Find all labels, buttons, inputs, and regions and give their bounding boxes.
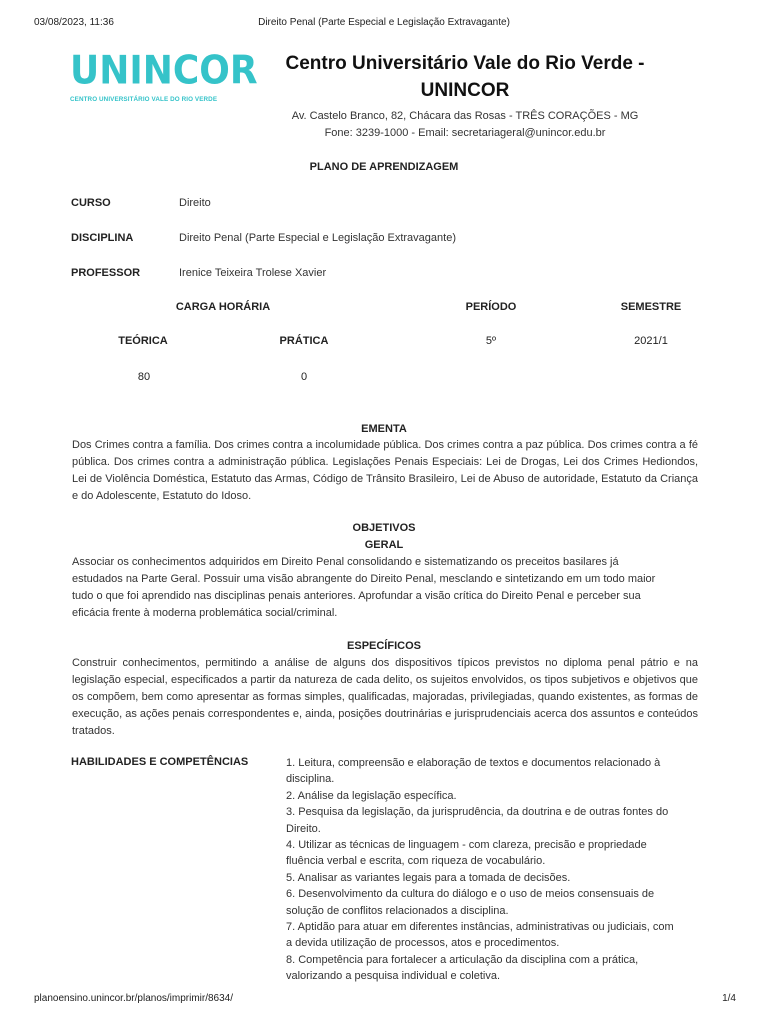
ementa-text: Dos Crimes contra a família. Dos crimes contra a incolumidade pública. Dos crimes contra a paz pública. Dos crimes contra a fé pública. Dos crimes contra a administração pública. Legislações Penais Especiais: Lei de Drogas, Lei dos Crimes Hediondos, Lei de Violência Doméstica, Estatuto das Armas, Código de Trânsito Brasileiro, Lei de Abuso de autoridade, Estatuto da Criança e do Adolescente, Estatuto do Idoso. <box>72 439 698 502</box>
pratica-label: PRÁTICA <box>279 335 329 347</box>
teorica-value: 80 <box>137 371 151 383</box>
disciplina-label: DISCIPLINA <box>71 232 134 244</box>
print-url: planoensino.unincor.br/planos/imprimir/8634/ <box>34 993 234 1004</box>
professor-value: Irenice Teixeira Trolese Xavier <box>179 267 327 279</box>
habilidade-line: 5. Analisar as variantes legais para a tomada de decisões. <box>286 871 571 884</box>
institution-header <box>240 50 690 142</box>
periodo-label: PERÍODO <box>465 301 517 313</box>
semestre-label: SEMESTRE <box>620 301 682 313</box>
habilidade-line: fluência verbal e escrita, com riqueza de vocabulário. <box>286 855 546 868</box>
habilidade-line: disciplina. <box>286 773 335 786</box>
habilidade-line: valorizando a pesquisa individual e coletiva. <box>286 970 501 983</box>
habilidade-line: 3. Pesquisa da legislação, da jurisprudência, da doutrina e de outras fontes do <box>286 806 669 819</box>
habilidade-line: solução de conflitos relacionados a disciplina. <box>286 904 509 917</box>
geral-line: tudo o que foi aprendido nas disciplinas penais anteriores. Aprofundar a visão crítica do Direito Penal e perceber sua <box>72 590 641 602</box>
habilidades-label: HABILIDADES E COMPETÊNCIAS <box>71 756 249 768</box>
institution-contact: Fone: 3239-1000 - Email: secretariageral@unincor.edu.br <box>324 127 606 139</box>
logo-wordmark: UNINCOR <box>70 48 258 94</box>
unincor-logo <box>70 48 258 103</box>
habilidade-line: a devida utilização de processos, atos e procedimentos. <box>286 937 560 950</box>
professor-label: PROFESSOR <box>71 267 141 279</box>
curso-value: Direito <box>179 197 211 209</box>
logo-subtitle: CENTRO UNIVERSITÁRIO VALE DO RIO VERDE <box>70 96 218 103</box>
habilidade-line: 7. Aptidão para atuar em diferentes instâncias, administrativas ou judiciais, com <box>286 921 674 934</box>
habilidade-line: 8. Competência para fortalecer a articulação da disciplina com a prática, <box>286 953 639 966</box>
ementa-title: EMENTA <box>361 423 407 435</box>
objetivos-geral-title: GERAL <box>364 539 404 551</box>
habilidade-line: Direito. <box>286 822 321 835</box>
carga-horaria-label: CARGA HORÁRIA <box>175 301 271 313</box>
geral-line: Associar os conhecimentos adquiridos em Direito Penal consolidando e sistematizando os preceitos basilares já <box>72 556 619 568</box>
institution-address: Av. Castelo Branco, 82, Chácara das Rosas - TRÊS CORAÇÕES - MG <box>291 110 639 122</box>
geral-line: estudados na Parte Geral. Possuir uma visão abrangente do Direito Penal, mesclando e sintetizando em um todo maior <box>72 573 656 585</box>
institution-name-line1: Centro Universitário Vale do Rio Verde - <box>285 53 645 74</box>
periodo-value: 5º <box>485 335 497 347</box>
especificos-text: Construir conhecimentos, permitindo a análise de alguns dos dispositivos típicos previstos no diploma penal pátrio e na legislação especial, especificados a partir da natureza de cada delito, os sujeitos envolvidos, os tipos subjetivos e objetivos que os compõem, bem como apresentar as formas simples, qualificadas, majoradas, privilegiadas, quando existentes, as formas de execução, as ações penais correspondentes e, ainda, posições doutrinárias e jurisprudenciais acerca dos assuntos e conteúdos tratados. <box>72 657 698 737</box>
habilidades-list <box>286 755 704 985</box>
habilidade-line: 2. Análise da legislação específica. <box>286 789 457 802</box>
semestre-value: 2021/1 <box>634 335 668 347</box>
teorica-label: TEÓRICA <box>118 335 168 347</box>
institution-name-line2: UNINCOR <box>420 80 510 101</box>
print-page-number: 1/4 <box>722 993 736 1004</box>
geral-line: eficácia frente à moderna problemática social/criminal. <box>72 607 338 619</box>
objetivos-title: OBJETIVOS <box>352 522 416 534</box>
habilidade-line: 4. Utilizar as técnicas de linguagem - com clareza, precisão e propriedade <box>286 839 647 852</box>
habilidade-line: 6. Desenvolvimento da cultura do diálogo e o uso de meios consensuais de <box>286 888 655 901</box>
print-title: Direito Penal (Parte Especial e Legislação Extravagante) <box>258 17 510 28</box>
print-datetime: 03/08/2023, 11:36 <box>34 17 114 28</box>
disciplina-value: Direito Penal (Parte Especial e Legislação Extravagante) <box>179 232 456 244</box>
pratica-value: 0 <box>300 371 308 383</box>
document-title: PLANO DE APRENDIZAGEM <box>309 161 459 173</box>
curso-label: CURSO <box>71 197 111 209</box>
habilidade-line: 1. Leitura, compreensão e elaboração de textos e documentos relacionado à <box>286 757 661 769</box>
objetivos-geral-text <box>72 554 698 622</box>
especificos-title: ESPECÍFICOS <box>347 640 421 652</box>
